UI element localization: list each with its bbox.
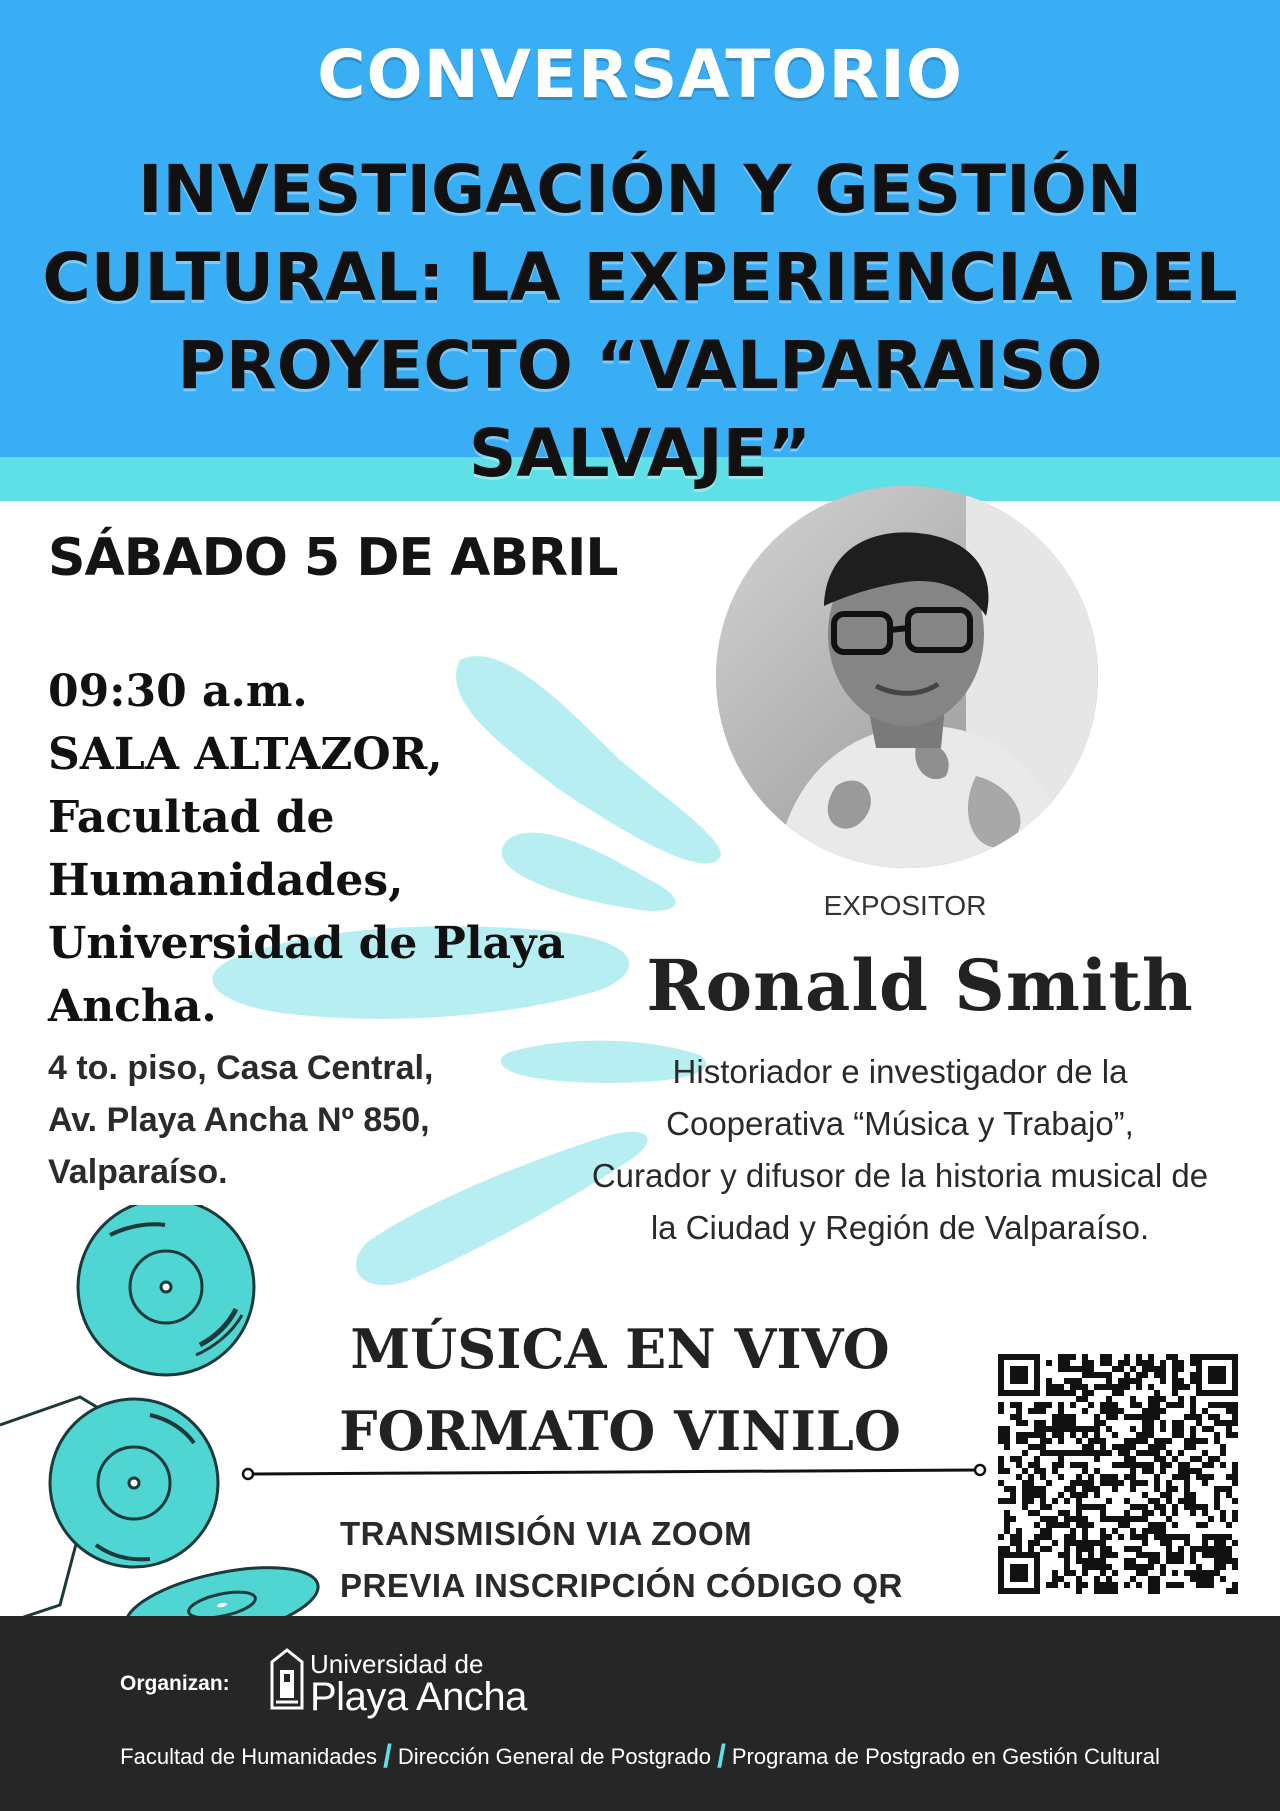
unit-postgraduate-direction: Dirección General de Postgrado — [397, 1744, 711, 1769]
university-name-line1: Universidad de — [310, 1649, 484, 1679]
live-music-heading — [300, 1308, 940, 1472]
address-line: Av. Playa Ancha Nº 850, — [48, 1101, 430, 1139]
venue-line: Ancha. — [48, 981, 217, 1032]
venue-line: Facultad de — [48, 792, 335, 843]
footer-bar — [0, 1616, 1280, 1811]
unit-faculty: Facultad de Humanidades — [120, 1744, 377, 1769]
organizing-units — [0, 1738, 1280, 1775]
address-line: 4 to. piso, Casa Central, — [48, 1049, 434, 1087]
registration-line: TRANSMISIÓN VIA ZOOM — [340, 1515, 753, 1552]
event-address — [48, 1042, 508, 1198]
university-name-line2: Playa Ancha — [310, 1675, 527, 1719]
event-kicker: CONVERSATORIO — [317, 36, 963, 113]
bio-line: la Ciudad y Región de Valparaíso. — [650, 1209, 1150, 1246]
title-line: PROYECTO “VALPARAISO SALVAJE” — [177, 327, 1103, 492]
speaker-bio — [550, 1046, 1250, 1254]
speaker-role-label: EXPOSITOR — [823, 890, 987, 921]
music-line: MÚSICA EN VIVO — [350, 1317, 890, 1381]
venue-line: Humanidades, — [48, 855, 404, 906]
event-venue — [48, 660, 608, 1038]
separator-slash: / — [382, 1738, 392, 1774]
venue-line: 09:30 a.m. — [48, 666, 308, 717]
title-line: INVESTIGACIÓN Y GESTIÓN — [137, 151, 1143, 228]
vinyl-records-icon — [0, 1205, 330, 1655]
speaker-portrait — [716, 486, 1098, 868]
event-date: SÁBADO 5 DE ABRIL — [48, 528, 618, 588]
qr-code[interactable] — [996, 1352, 1240, 1596]
registration-info — [340, 1508, 980, 1612]
speaker-name: Ronald Smith — [646, 944, 1194, 1027]
music-line: FORMATO VINILO — [339, 1399, 901, 1463]
venue-line: SALA ALTAZOR, — [48, 729, 443, 780]
university-logo-icon — [268, 1648, 306, 1710]
organizers-label: Organizan: — [120, 1672, 230, 1695]
separator-slash: / — [716, 1738, 726, 1774]
address-line: Valparaíso. — [48, 1153, 228, 1191]
registration-line: PREVIA INSCRIPCIÓN CÓDIGO QR — [340, 1567, 903, 1604]
bio-line: Cooperativa “Música y Trabajo”, — [666, 1105, 1134, 1142]
bio-line: Historiador e investigador de la — [672, 1053, 1128, 1090]
title-line: CULTURAL: LA EXPERIENCIA DEL — [42, 239, 1238, 316]
venue-line: Universidad de Playa — [48, 918, 566, 969]
divider-line — [240, 1462, 1000, 1482]
unit-cultural-management-program: Programa de Postgrado en Gestión Cultural — [731, 1744, 1160, 1769]
bio-line: Curador y difusor de la historia musical de — [591, 1157, 1209, 1194]
